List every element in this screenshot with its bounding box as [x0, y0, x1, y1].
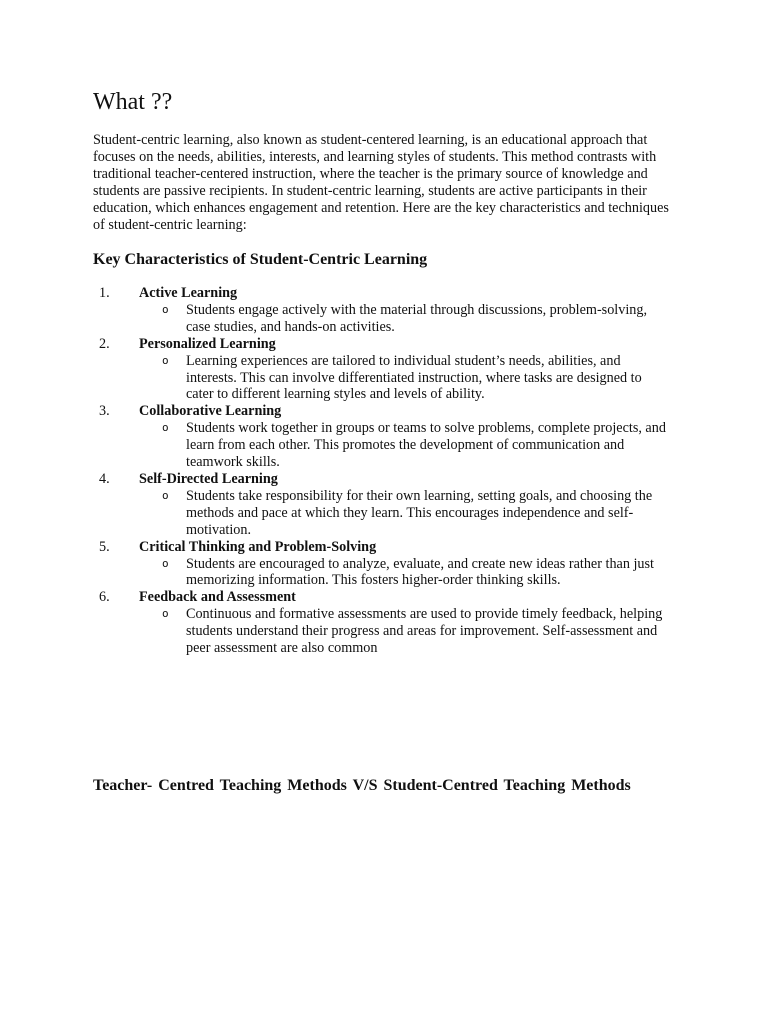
list-item-heading-row: [0, 336, 768, 353]
list-item-heading-row: [0, 471, 768, 488]
circle-bullet-icon: o: [162, 607, 169, 621]
intro-paragraph: Student-centric learning, also known as student-centered learning, is an educational approach that focuses on the needs, abilities, interests, and learning styles of students. This method contrasts with traditional teacher-centered instruction, where the teacher is the primary source of knowledge and students are passive recipients. In student-centric learning, students are active participants in their education, which enhances engagement and retention. Here are the key characteristics and techniques of student-centric learning:: [93, 132, 669, 233]
list-item-description: Students engage actively with the material through discussions, problem-solving, case studies, and hands-on activities.: [186, 301, 648, 335]
list-item: [0, 471, 768, 539]
list-item-description: Learning experiences are tailored to individual student’s needs, abilities, and interests. This can involve differentiated instruction, where tasks are designed to cater to different learning styles and levels of ability.: [186, 352, 642, 403]
list-item-description: Students work together in groups or teams to solve problems, complete projects, and learn from each other. This promotes the development of communication and teamwork skills.: [186, 420, 666, 471]
list-item-title: Collaborative Learning: [139, 403, 282, 420]
list-item-description: Students are encouraged to analyze, evaluate, and create new ideas rather than just memorizing information. This fosters higher-order thinking skills.: [186, 555, 654, 589]
page-title: What ??: [93, 89, 173, 115]
list-item-title: Self-Directed Learning: [139, 470, 278, 487]
circle-bullet-icon: o: [162, 556, 169, 570]
list-item-heading-row: [0, 285, 768, 302]
list-item-number: 1.: [99, 285, 110, 301]
list-item-title: Personalized Learning: [139, 335, 276, 352]
list-item-number: 4.: [99, 470, 110, 487]
list-item-detail-row: [0, 353, 768, 404]
list-item: [0, 285, 768, 336]
list-item-number: 2.: [99, 335, 110, 352]
list-item-heading-row: [0, 403, 768, 420]
circle-bullet-icon: o: [162, 421, 169, 435]
list-item-title: Critical Thinking and Problem-Solving: [139, 538, 377, 555]
circle-bullet-icon: o: [162, 353, 169, 367]
list-item-heading-row: [0, 539, 768, 556]
list-item-number: 6.: [99, 589, 110, 606]
list-item-detail-row: [0, 606, 768, 657]
list-item-title: Feedback and Assessment: [139, 589, 296, 606]
list-item: [0, 336, 768, 404]
list-item-description: Students take responsibility for their own learning, setting goals, and choosing the methods and pace at which they learn. This encourages independence and self-motivation.: [186, 487, 653, 538]
list-item: [0, 589, 768, 657]
list-item-heading-row: [0, 589, 768, 606]
circle-bullet-icon: o: [162, 302, 169, 316]
list-item-description: Continuous and formative assessments are used to provide timely feedback, helping students understand their progress and areas for improvement. Self-assessment and peer assessment are also common: [186, 606, 663, 657]
list-item-detail-row: [0, 556, 768, 590]
list-item-number: 3.: [99, 403, 110, 420]
circle-bullet-icon: o: [162, 488, 169, 502]
list-item-detail-row: [0, 302, 768, 336]
list-item-detail-row: [0, 420, 768, 471]
list-item-detail-row: [0, 488, 768, 539]
characteristics-list: [0, 285, 768, 657]
list-item-title: Active Learning: [139, 285, 238, 301]
list-item-number: 5.: [99, 538, 110, 555]
list-item: [0, 403, 768, 471]
comparison-heading: Teacher- Centred Teaching Methods V/S Student-Centred Teaching Methods: [93, 777, 631, 794]
section-heading: Key Characteristics of Student-Centric Learning: [93, 251, 428, 268]
list-item: [0, 539, 768, 590]
